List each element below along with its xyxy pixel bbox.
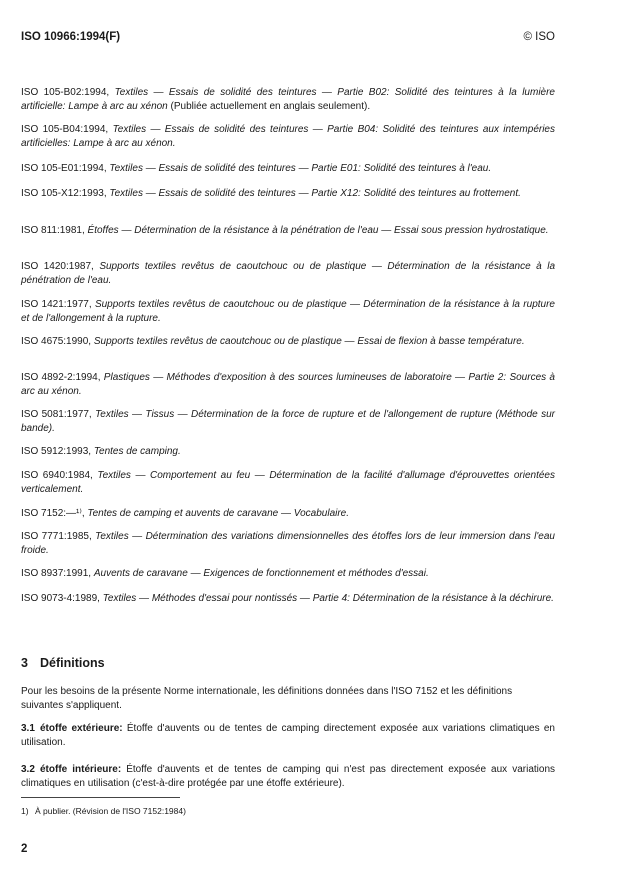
reference-title: Textiles — Détermination des variations dimensionnelles des étoffes lors de leur immersion dans l'eau froide. — [21, 531, 555, 556]
reference-title: Textiles — Essais de solidité des teintures — Partie B04: Solidité des teintures aux intempéries artificielles: Lampe à arc au xénon. — [21, 124, 555, 149]
reference-note: (Publiée actuellement en anglais seulement). — [170, 101, 371, 112]
reference-title: Tentes de camping et auvents de caravane — Vocabulaire. — [87, 508, 350, 519]
reference-entry — [21, 335, 555, 349]
definition-term: étoffe intérieure: — [40, 764, 122, 775]
section-title: Définitions — [40, 656, 105, 670]
reference-entry — [21, 530, 555, 558]
definition-text: Étoffe d'auvents ou de tentes de camping directement exposée aux variations climatiques en utilisation. — [21, 723, 555, 748]
definition-3-1 — [21, 722, 555, 750]
reference-code: ISO 1420:1987, — [21, 261, 94, 272]
definition-number: 3.1 — [21, 723, 35, 734]
definition-number: 3.2 — [21, 764, 35, 775]
reference-title: Étoffes — Détermination de la résistance à la pénétration de l'eau — Essai sous pression hydrostatique. — [87, 225, 549, 236]
reference-code: ISO 6940:1984, — [21, 470, 93, 481]
reference-title: Auvents de caravane — Exigences de fonctionnement et méthodes d'essai. — [93, 568, 429, 579]
reference-title: Plastiques — Méthodes d'exposition à des sources lumineuses de laboratoire — Partie 2: Sources à arc au xénon. — [21, 372, 555, 397]
reference-title: Supports textiles revêtus de caoutchouc ou de plastique — Essai de flexion à basse température. — [93, 336, 525, 347]
section-heading — [21, 656, 105, 670]
reference-entry — [21, 162, 555, 176]
reference-title: Tentes de camping. — [93, 446, 181, 457]
reference-title: Supports textiles revêtus de caoutchouc ou de plastique — Détermination de la résistance à la pénétration de l'eau. — [21, 261, 555, 286]
reference-code: ISO 5912:1993, — [21, 446, 92, 457]
reference-entry — [21, 408, 555, 436]
reference-entry — [21, 469, 555, 497]
reference-code: ISO 105-B04:1994, — [21, 124, 109, 135]
footnote-text: À publier. (Révision de l'ISO 7152:1984) — [35, 806, 186, 816]
reference-entry — [21, 187, 555, 201]
definition-term: étoffe extérieure: — [40, 723, 123, 734]
reference-entry — [21, 567, 555, 581]
reference-code: ISO 7771:1985, — [21, 531, 92, 542]
reference-code: ISO 4675:1990, — [21, 336, 92, 347]
reference-code: ISO 9073-4:1989, — [21, 593, 100, 604]
reference-title: Textiles — Essais de solidité des teintures — Partie B02: Solidité des teintures à la lumière artificielle: Lampe à arc au xénon — [21, 87, 555, 112]
reference-entry — [21, 123, 555, 151]
reference-entry — [21, 371, 555, 399]
reference-code: ISO 4892-2:1994, — [21, 372, 101, 383]
reference-code: ISO 8937:1991, — [21, 568, 92, 579]
reference-code: ISO 105-X12:1993, — [21, 188, 107, 199]
reference-entry — [21, 507, 555, 521]
reference-code: ISO 5081:1977, — [21, 409, 92, 420]
footnote — [21, 806, 186, 816]
page-number: 2 — [21, 843, 28, 855]
definition-3-2 — [21, 763, 555, 791]
section-number: 3 — [21, 656, 28, 670]
reference-entry — [21, 260, 555, 288]
reference-code: ISO 1421:1977, — [21, 299, 92, 310]
reference-code: ISO 105-E01:1994, — [21, 163, 107, 174]
reference-title: Supports textiles revêtus de caoutchouc ou de plastique — Détermination de la résistance à la rupture et de l'allongement à la rupture. — [21, 299, 555, 324]
reference-title: Textiles — Tissus — Détermination de la force de rupture et de l'allongement de rupture (Méthode sur bande). — [21, 409, 556, 434]
reference-code: ISO 105-B02:1994, — [21, 87, 110, 98]
footnote-separator — [21, 797, 180, 798]
reference-entry — [21, 224, 555, 238]
reference-code: ISO 7152:—¹⁾, — [21, 508, 85, 519]
footnote-number: 1) — [21, 806, 29, 816]
reference-code: ISO 811:1981, — [21, 225, 85, 236]
section-intro: Pour les besoins de la présente Norme internationale, les définitions données dans l'ISO 7152 et les définitions suivantes s'appliquent. — [21, 686, 513, 711]
definition-text: Étoffe d'auvents et de tentes de camping qui n'est pas directement exposée aux variations climatiques en utilisation (c'est-à-dire protégée par une étoffe extérieure). — [21, 764, 556, 789]
reference-entry — [21, 298, 555, 326]
reference-title: Textiles — Essais de solidité des teintures — Partie E01: Solidité des teintures à l'eau. — [109, 163, 492, 174]
standard-id: ISO 10966:1994(F) — [21, 31, 121, 43]
reference-entry — [21, 445, 555, 459]
reference-title: Textiles — Comportement au feu — Détermination de la facilité d'allumage d'éprouvettes orientées verticalement. — [21, 470, 555, 495]
reference-entry — [21, 592, 555, 606]
reference-title: Textiles — Méthodes d'essai pour nontissés — Partie 4: Détermination de la résistance à la déchirure. — [102, 593, 554, 604]
copyright-mark: © ISO — [523, 31, 555, 43]
reference-entry — [21, 86, 555, 114]
reference-title: Textiles — Essais de solidité des teintures — Partie X12: Solidité des teintures au frottement. — [109, 188, 521, 199]
